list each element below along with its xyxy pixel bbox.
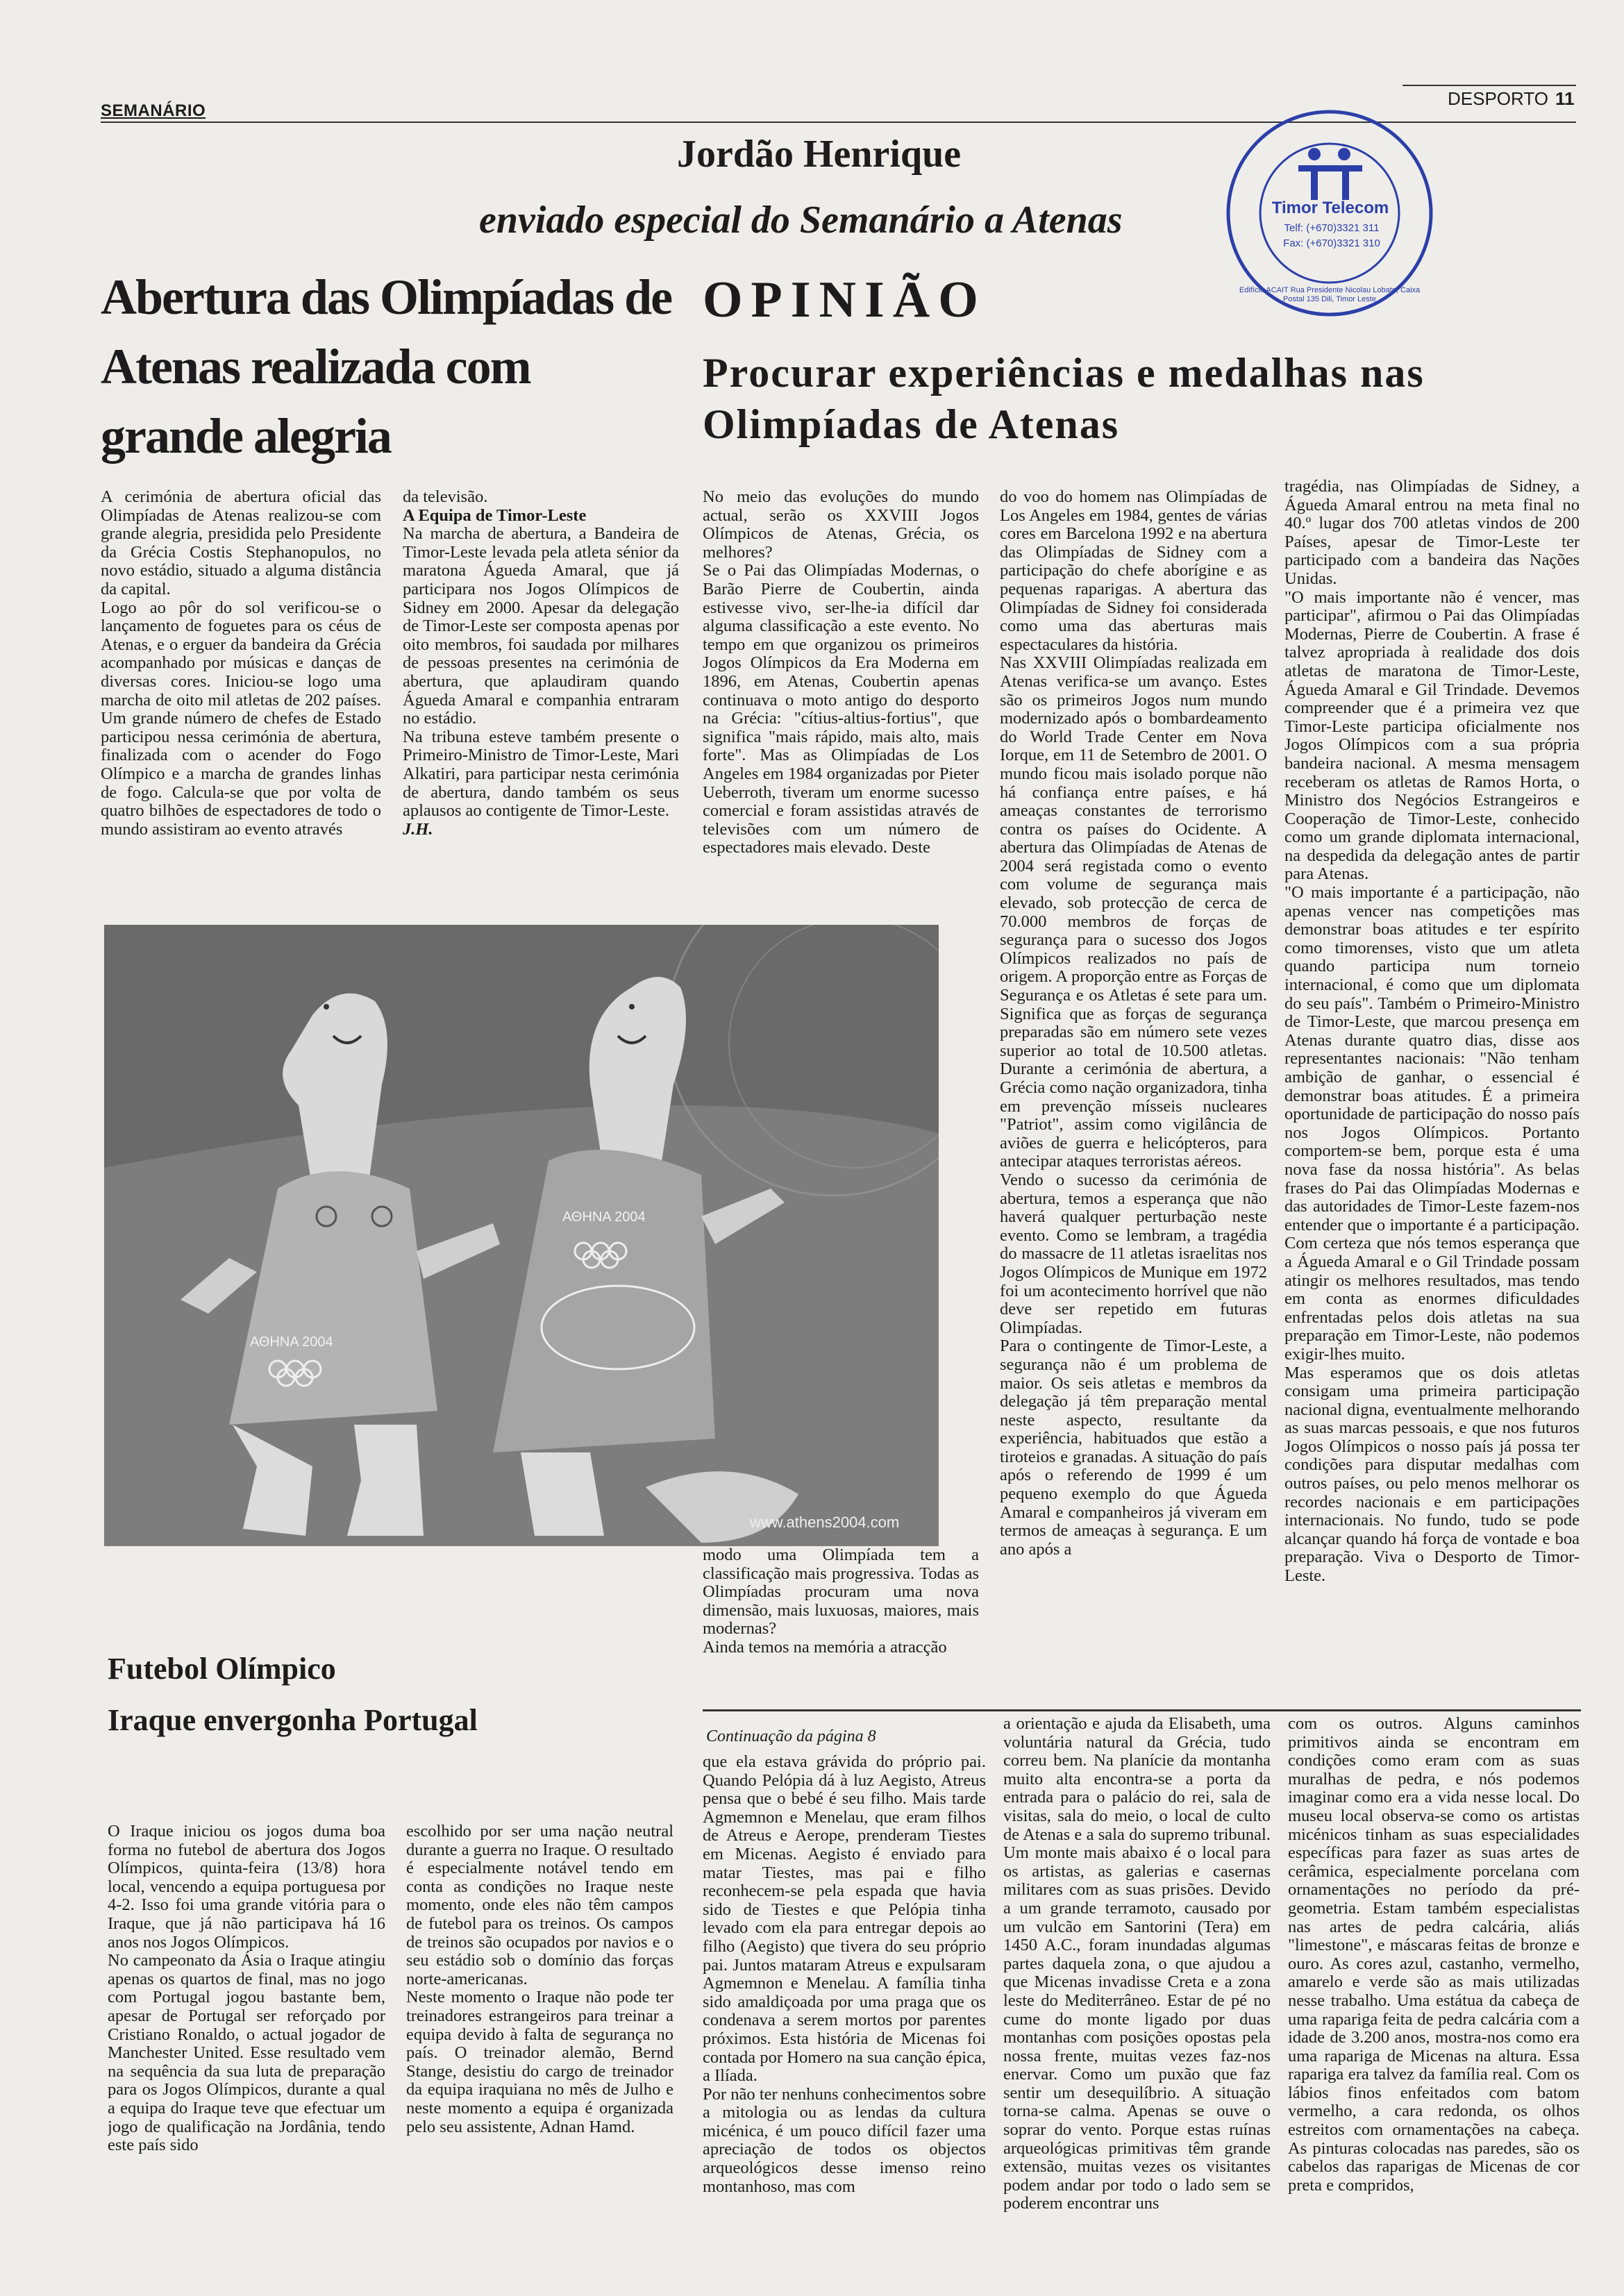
article-headline: Abertura das Olimpíadas de Atenas realizada com grande alegria bbox=[101, 269, 672, 464]
paragraph: Por não ter nenhuns conhecimentos sobre a mitologia ou as lendas da cultura micénica, é um pouco difícil fazer uma apreciação de todos os objectos arqueológicos desse imenso reino montanhoso, mas com bbox=[703, 2084, 986, 2196]
opinion-col-1-bottom bbox=[703, 1546, 979, 1685]
paragraph: Neste momento o Iraque não pode ter treinadores estrangeiros para treinar a equipa devido à falta de segurança no país. O treinador alemão, Bernd Stange, desistiu do cargo de treinador da equipa iraquiana no mês de Julho e neste momento a equipa é organizada pelo seu assistente, Adnan Hamd. bbox=[406, 1988, 673, 2136]
continuation-label: Continuação da página 8 bbox=[706, 1727, 876, 1745]
signature: J.H. bbox=[403, 819, 433, 839]
opinion-bottom-rule bbox=[703, 1709, 1581, 1711]
paragraph: da televisão. bbox=[403, 488, 488, 506]
section-name: DESPORTO bbox=[1448, 88, 1548, 109]
paragraph: tragédia, nas Olimpíadas de Sidney, a Águeda Amaral entrou na meta final no 40.º lugar dos 700 atletas vindos de 200 Países, apesar de Timor-Leste ter participado com a bandeira das Nações Unidas. bbox=[1284, 478, 1580, 588]
opinion-title: Procurar experiências e medalhas nas Olimpíadas de Atenas bbox=[703, 350, 1425, 447]
opinion-col-3 bbox=[1284, 478, 1580, 1710]
football-col-2 bbox=[406, 1822, 673, 2281]
paragraph: A cerimónia de abertura oficial das Olimpíadas de Atenas realizou-se com grande alegria, presidida pelo Presidente da Grécia Costis Stephanopulos, no novo estádio, situado a alguma distância da capital. bbox=[101, 488, 381, 598]
opinion-col-1 bbox=[703, 488, 979, 922]
football-title-1: Futebol Olímpico bbox=[108, 1652, 336, 1686]
stamp-company: Timor Telecom bbox=[1271, 199, 1389, 217]
subheading: A Equipa de Timor-Leste bbox=[403, 505, 587, 525]
paragraph: O Iraque iniciou os jogos duma boa forma no futebol de abertura dos Jogos Olímpicos, quinta-feira (13/8) hora local, vencendo a equipa portuguesa por 4-2. Isso foi uma grande vitória para o Iraque, que já não participava há 16 anos nos Jogos Olímpicos. bbox=[108, 1822, 385, 1952]
paragraph: Ainda temos na memória a atracção bbox=[703, 1637, 947, 1657]
byline-role: enviado especial do Semanário a Atenas bbox=[479, 199, 1123, 242]
paragraph: que ela estava grávida do próprio pai. Quando Pelópia dá à luz Aegisto, Atreus pensa que o bebé é seu filho. Mais tarde Agmemnon e Menelau, que eram filhos de Atreus e Aerope, prenderam Tiestes em Micenas. Aegisto é enviado para matar Tiestes, mas pai e filho reconhecem-se pela espada que havia sido de Tiestes e que Pelópia tinha levado com ela para entregar depois ao filho (Aegisto) que tivera do seu próprio pai. Juntos mataram Atreus e expulsaram Agmemnon e Menelau. A família tinha sido amaldiçoada por uma praga que os condenava a serem mortos por parentes próximos. Esta história de Micenas foi contada por Homero na sua canção épica, a Ilíada. bbox=[703, 1753, 986, 2086]
opinion-col-2 bbox=[1000, 488, 1267, 1693]
paragraph: Nas XXVIII Olimpíadas realizada em Atenas verifica-se um avanço. Estes são os primeiros Jogos num mundo modernizado após o bombardeamento do World Trade Center em Nova Iorque, em 11 de Setembro de 2001. O mundo ficou mais isolado porque não há confiança entre países, e há ameaças constantes de terrorismo contra os países do Ocidente. A abertura das Olimpíadas de Atenas de 2004 será registada como o evento com volume de segurança mais elevado, sob protecção de cerca de 70.000 membros de forças de segurança para o sucesso dos Jogos Olímpicos realizados no país de origem. A proporção entre as Forças de Segurança e os Atletas é sete para um. Significa que as forças de segurança preparadas são em número sete vezes superior ao total de 10.500 atletas. Durante a cerimónia de abertura, a Grécia como nação organizadora, tinha em prevenção mísseis nucleares "Patriot", assim como vigilância de aviões de guerra e helicópteros, para antecipar ataques terroristas aéreos. bbox=[1000, 653, 1267, 1171]
section-label bbox=[1448, 88, 1574, 110]
stamp-tel: Telf: (+670)3321 311 bbox=[1284, 222, 1380, 234]
paragraph: No campeonato da Ásia o Iraque atingiu apenas os quartos de final, mas no jogo com Portugal jogou bastante bem, apesar de Portugal ser reforçado por Cristiano Ronaldo, o actual jogador de Manchester United. Esse resultado vem na sequência da sua luta de preparação para os Jogos Olímpicos, durante a qual a equipa do Iraque teve que efectuar um jogo de qualificação na Jordânia, tendo este país sido bbox=[108, 1951, 385, 2155]
stamp-fax: Fax: (+670)3321 310 bbox=[1283, 237, 1380, 249]
paragraph: "O mais importante não é vencer, mas participar", afirmou o Pai das Olimpíadas Modernas, Pierre de Coubertin. A frase é talvez apropriada à realidade dos dois atletas de maratona de Timor-Leste, Águeda Amaral e Gil Trindade. Devemos compreender que é a primeira vez que Timor-Leste participa oficialmente nos Jogos Olímpicos com a sua própria bandeira nacional. A mesma mensagem receberam os atletas de Ramos Horta, o Ministro dos Negócios Estrangeiros e Cooperação de Timor-Leste, conhecido como um grande diplomata internacional, na despedida da delegação antes de partir para Atenas. bbox=[1284, 587, 1580, 884]
photo-credit: www.athens2004.com bbox=[750, 1514, 900, 1531]
paragraph: do voo do homem nas Olimpíadas de Los Angeles em 1984, gentes de várias cores em Barcelona 1992 e na abertura das Olimpíadas de Sidney com a participação do chefe aborígine e as pequenas raparigas. A abertura das Olimpíadas de Sidney foi considerada como uma das aberturas mais espectaculares da história. bbox=[1000, 488, 1267, 654]
paragraph: escolhido por ser uma nação neutral durante a guerra no Iraque. O resultado é especialmente notável tendo em conta as condições no Iraque neste momento, onde eles não têm campos de futebol para os treinos. Os campos de treinos são ocupados por navios e o seu estádio sob o domínio das forças norte-americanas. bbox=[406, 1822, 673, 1988]
paragraph: "O mais importante é a participação, não apenas vencer nas competições mas demonstrar boas atitudes e ter espírito como timorenses, visto que um atleta quando participa num torneio internacional, é como que um diplomata do seu país". Também o Primeiro-Ministro de Timor-Leste, que marcou presença em Atenas durante quatro dias, disse aos representantes nacionais: "Não tenham ambição de ganhar, o essencial é demonstrar boas atitudes. É a primeira oportunidade de participação do nosso país nos Jogos Olímpicos. Portanto comportem-se bem, porque esta é uma nova fase da nossa história". As belas frases do Pai das Olimpíadas Modernas e das autoridades de Timor-Leste fazem-nos entender que o importante é a participação. Com certeza que nós temos esperança que a Águeda Amaral e o Gil Trindade possam atingir os melhores resultados, mas tendo em conta as enormes dificuldades enfrentadas pelos dois atletas na sua preparação em Timor-Leste, não podemos exigir-lhes muito. bbox=[1284, 883, 1580, 1364]
paragraph: No meio das evoluções do mundo actual, serão os XXVIII Jogos Olímpicos de Atenas, Grécia, os melhores? bbox=[703, 488, 979, 562]
mascot-1-text: ΑΘΗΝΑ 2004 bbox=[250, 1334, 333, 1350]
mascots-image bbox=[104, 925, 939, 1546]
opinion-label: OPINIÃO bbox=[703, 271, 987, 328]
paragraph: Se o Pai das Olimpíadas Modernas, o Barão Pierre de Coubertin, ainda estivesse vivo, ser-lhe-ia difícil dar alguma classificação a este evento. No tempo em que organizou os primeiros Jogos Olímpicos da Era Moderna em 1896, em Atenas, Coubertin apenas continuava o moto antigo do desporto na Grécia: "cítius-altius-fortius", que significa "mais rápido, mais alto, mais forte". Mas as Olimpíadas de Los Angeles em 1984 organizadas por Pieter Ueberroth, tiveram um enorme sucesso comercial e foram assistidas através de televisões com um número de espectadores mais elevado. Deste bbox=[703, 561, 979, 857]
timor-telecom-stamp bbox=[1221, 104, 1439, 323]
stamp-address: Edifício ACAIT Rua Presidente Nicolau Lobato, Caixa Postal 135 Dili, Timor Leste bbox=[1239, 286, 1421, 303]
section-rule bbox=[1403, 85, 1576, 86]
paragraph: modo uma Olimpíada tem a classificação mais progressiva. Todas as Olimpíadas procuram uma nova dimensão, mais luxuosas, maiores, mais modernas? bbox=[703, 1546, 979, 1639]
paragraph: Logo ao pôr do sol verificou-se o lançamento de foguetes para os céus de Atenas, e o erguer da bandeira da Grécia acompanhado por músicas e danças de diversas cores. Iniciou-se logo uma marcha de oito mil atletas de 202 países. Um grande número de chefes de Estado participou nessa cerimónia de abertura, finalizada com o acender do Fogo Olímpico e a marcha de grandes linhas de fogo. Calcula-se que por volta de quatro bilhões de espectadores de todo o mundo assistiram ao evento através bbox=[101, 598, 381, 839]
byline-name: Jordão Henrique bbox=[677, 133, 962, 176]
article-col-2 bbox=[403, 488, 679, 908]
paragraph: Vendo o sucesso da cerimónia de abertura, temos a esperança que não haverá qualquer perturbação neste evento. Como se lembram, a tragédia do massacre de 11 atletas israelitas nos Jogos Olímpicos de Munique em 1972 foi um acontecimento horrível que não deve ser repetido em futuras Olimpíadas. bbox=[1000, 1170, 1267, 1337]
continuation-col-1 bbox=[703, 1753, 986, 2277]
continuation-col-3 bbox=[1288, 1715, 1580, 2284]
page-number: 11 bbox=[1555, 88, 1575, 109]
mascot-2-text: ΑΘΗΝΑ 2004 bbox=[562, 1209, 646, 1225]
article-col-1 bbox=[101, 488, 381, 908]
paragraph: Na marcha de abertura, a Bandeira de Timor-Leste levada pela atleta sénior da maratona Águeda Amaral, que já participara nos Jogos Olímpicos de Sidney em 2000. Apesar da delegação de Timor-Leste ser composta apenas por oito membros, foi saudada por milhares de pessoas presentes na cerimónia de abertura, que aplaudiram quando Águeda Amaral e companhia entraram no estádio. bbox=[403, 524, 679, 728]
paragraph: a orientação e ajuda da Elisabeth, uma voluntária natural da Grécia, tudo correu bem. Na planície da montanha muito alta encontra-se a porta da entrada para o palácio do rei, sala de visitas, sala do meio, o local de culto de Atenas e a sala do supremo tribunal. Um monte mais abaixo é o local para os artistas, as galerias e casernas militares com as suas prisões. Devido a um grande terramoto, causado por um vulcão em Santorini (Tera) em 1450 A.C., foram inundadas algumas partes daquela zona, o que ajudou a que Micenas invadisse Creta e a zona leste do Mediterrâneo. Estar de pé no cume do monte ligado por duas montanhas com posições opostas pela nossa frente, muitas vezes faz-nos enervar. Como um puxão que faz sentir um desequilíbrio. A situação torna-se calma. Apenas se ouve o soprar do vento. Porque estas ruínas arqueológicas primitivas têm grande extensão, muitas vezes os visitantes podem andar por todo o lado sem se poderem encontrar uns bbox=[1003, 1715, 1271, 2213]
continuation-col-2 bbox=[1003, 1715, 1271, 2277]
paragraph: com os outros. Alguns caminhos primitivos ainda se encontram em condições como eram com as suas muralhas de pedra, e nós podemos imaginar como era a vida nesse local. Do museu local observa-se como os artistas micénicos tinham as suas especialidades específicas para fazer as suas artes de cerâmica, especialmente porcelana com ornamentações no período da pré-geometria. Estam também especialistas nas artes de pedra calcária, aliás "limestone", e máscaras feitas de bronze e ouro. As cores azul, castanho, vermelho, amarelo e verde são as mais utilizadas nesse trabalho. Uma estátua da cabeça de uma rapariga feita de pedra calcária com a idade de 3.200 anos, mostra-nos como era uma rapariga de Micenas na altura. Essa rapariga era talvez da família real. Com os lábios finos enfeitados com batom vermelho, a cara redonda, os olhos estreitos com ornamentações na cabeça. As pinturas colocadas nas paredes, são os cabelos das raparigas de Micenas de cor preta e compridos, bbox=[1288, 1715, 1580, 2195]
masthead: SEMANÁRIO bbox=[101, 101, 206, 120]
paragraph: Mas esperamos que os dois atletas consigam uma primeira participação nacional digna, eventualmente melhorando as suas marcas pessoais, e que nos futuros Jogos Olímpicos o nosso país já possa ter condições para disputar medalhas com outros países, ou pelo menos melhorar os recordes nacionais e em participações internacionais. No fundo, tudo se pode alcançar quando há força de vontade e boa preparação. Viva o Desporto de Timor-Leste. bbox=[1284, 1363, 1580, 1586]
football-col-1 bbox=[108, 1822, 385, 2281]
paragraph: Na tribuna esteve também presente o Primeiro-Ministro de Timor-Leste, Mari Alkatiri, para participar nesta cerimónia de abertura, dando também os seus aplausos ao contigente de Timor-Leste. bbox=[403, 727, 679, 821]
mascots-photo bbox=[104, 925, 939, 1546]
paragraph: Para o contingente de Timor-Leste, a segurança não é um problema de maior. Os seis atletas e membros da delegação já têm preparação mental neste aspecto, resultante da experiência, habituados que estão a tiroteios e granadas. A situação do país após o referendo de 1999 é um pequeno exemplo do que Águeda Amaral e companheiros já viveram em termos de ameaças à segurança. E um ano após a bbox=[1000, 1336, 1267, 1559]
football-title-2: Iraque envergonha Portugal bbox=[108, 1703, 478, 1737]
